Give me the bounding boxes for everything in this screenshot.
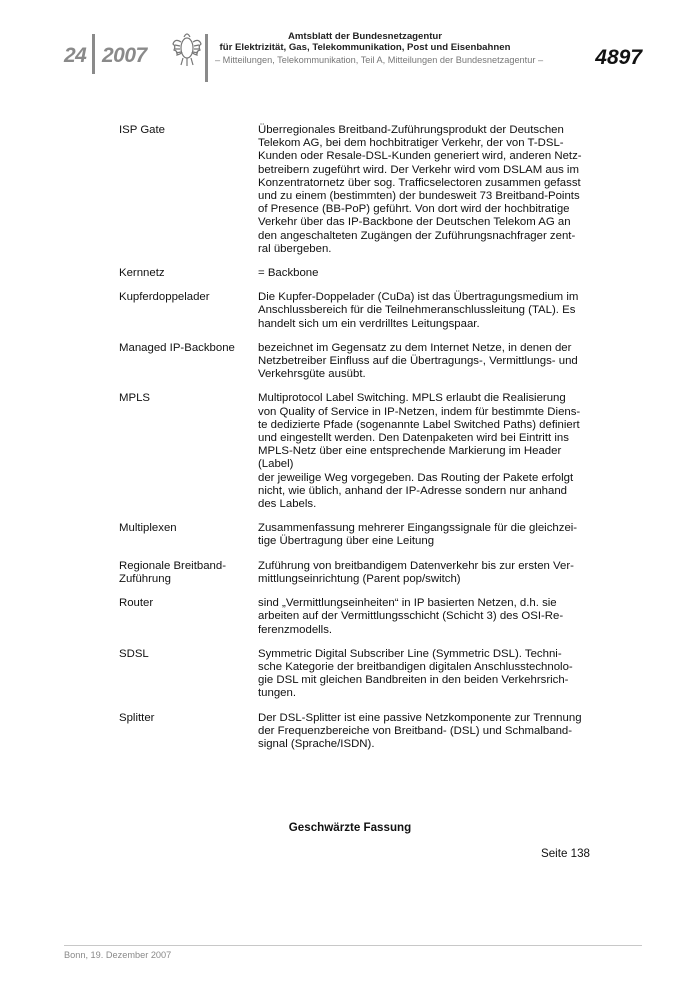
glossary-definition-line: Verkehr über das IP-Backbone der Deutschen Telekom AG an bbox=[258, 216, 571, 229]
glossary-definition-line: ral übergeben. bbox=[258, 242, 332, 255]
glossary-definition-line: den angeschalteten Zugängen der Zuführungsnachfrager zent- bbox=[258, 229, 576, 242]
publication-subtitle: – Mitteilungen, Telekommunikation, Teil A, Mitteilungen der Bundesnetzagentur – bbox=[215, 55, 544, 65]
glossary-entry bbox=[119, 124, 589, 256]
glossary-definition bbox=[258, 392, 589, 511]
glossary-term bbox=[119, 560, 258, 586]
glossary-entry bbox=[119, 597, 589, 637]
glossary-definition-line: Verkehrsgüte ausübt. bbox=[258, 368, 366, 381]
glossary-definition-line: Überregionales Breitband-Zuführungsprodukt der Deutschen bbox=[258, 124, 564, 136]
glossary-definition-line: mittlungseinrichtung (Parent pop/switch) bbox=[258, 572, 461, 585]
glossary-definition-line: arbeiten auf der Vermittlungsschicht (Schicht 3) des OSI-Re- bbox=[258, 610, 564, 623]
glossary-term: Kupferdoppelader bbox=[119, 291, 210, 304]
glossary-definition-line: Die Kupfer-Doppelader (CuDa) ist das Übertragungsmedium im bbox=[258, 291, 579, 304]
footer-divider bbox=[64, 945, 642, 946]
glossary-definition-line: Anschlussbereich für die Teilnehmeranschlussleitung (TAL). Es bbox=[258, 304, 576, 317]
publication-title-line2: für Elektrizität, Gas, Telekommunikation, Post und Eisenbahnen bbox=[219, 42, 511, 53]
glossary-entry bbox=[119, 522, 589, 548]
glossary-definition-line: MPLS-Netz über eine entsprechende Markierung im Header (Label) bbox=[258, 445, 562, 471]
glossary-definition bbox=[258, 522, 589, 548]
glossary-term: Multiplexen bbox=[119, 522, 177, 535]
issue-number: 24 bbox=[64, 44, 87, 67]
glossary-term: MPLS bbox=[119, 392, 151, 405]
header-divider-bar bbox=[92, 34, 95, 74]
glossary-entry bbox=[119, 712, 589, 752]
publication-title-line1: Amtsblatt der Bundesnetzagentur bbox=[287, 31, 443, 42]
glossary-entry bbox=[119, 648, 589, 701]
glossary-definition bbox=[258, 597, 589, 637]
glossary-entry bbox=[119, 291, 589, 331]
glossary-definition-line: und zu einem (bestimmten) der bundesweit 73 Breitband-Points bbox=[258, 190, 580, 203]
glossary-entry bbox=[119, 267, 589, 280]
glossary-definition-line: der Frequenzbereiche von Breitband- (DSL) und Schmalband- bbox=[258, 724, 573, 737]
glossary-definition-line: des Labels. bbox=[258, 498, 317, 511]
glossary-definition-line: Zuführung von breitbandigem Datenverkehr bis zur ersten Ver- bbox=[258, 559, 574, 572]
glossary-definition-line: tungen. bbox=[258, 687, 297, 700]
glossary-definition-line: Kunden oder Resale-DSL-Kunden generiert wird, anderen Netz- bbox=[258, 150, 582, 163]
glossary-definition bbox=[258, 712, 589, 752]
footer-place-date: Bonn, 19. Dezember 2007 bbox=[64, 950, 172, 960]
glossary-definition-line: betreibern zugeführt wird. Der Verkehr wird vom DSLAM aus im bbox=[258, 163, 579, 176]
glossary-definition-line: Konzentratornetz über sog. Trafficselectoren zusammen gefasst bbox=[258, 176, 581, 189]
issue-year: 2007 bbox=[102, 44, 147, 67]
glossary-definition-line: of Presence (BB-PoP) geführt. Von dort wird der hochbitratige bbox=[258, 203, 570, 216]
glossary-term: Splitter bbox=[119, 711, 155, 724]
glossary-definition-line: sche Kategorie der breitbandigen digitalen Anschlusstechnolo- bbox=[258, 660, 573, 673]
page-reference: Seite 138 bbox=[541, 847, 590, 860]
glossary-definition-line: der jeweilige Weg vorgegeben. Das Routing der Pakete erfolgt bbox=[258, 471, 574, 484]
glossary-term: Managed IP-Backbone bbox=[119, 341, 235, 354]
glossary-definition-line: nicht, wie üblich, anhand der IP-Adresse sondern nur anhand bbox=[258, 484, 568, 497]
glossary-definition-line: Zusammenfassung mehrerer Eingangssignale für die gleichzei- bbox=[258, 522, 578, 535]
glossary-definition bbox=[258, 291, 589, 331]
glossary-term: Kernnetz bbox=[119, 267, 165, 280]
glossary-definition-line: Multiprotocol Label Switching. MPLS erlaubt die Realisierung bbox=[258, 392, 566, 405]
glossary-term: SDSL bbox=[119, 647, 149, 660]
glossary-definition-line: sind „Vermittlungseinheiten“ in IP basierten Netzen, d.h. sie bbox=[258, 597, 557, 610]
glossary-definition-line: signal (Sprache/ISDN). bbox=[258, 737, 375, 750]
header-vertical-bar bbox=[205, 34, 208, 82]
glossary-definition-line: Netzbetreiber Einfluss auf die Übertragungs-, Vermittlungs- und bbox=[258, 355, 578, 368]
redaction-stamp: Geschwärzte Fassung bbox=[288, 821, 412, 834]
glossary-definition-line: bezeichnet im Gegensatz zu dem Internet Netze, in denen der bbox=[258, 341, 572, 354]
glossary-definition-line: gie DSL mit gleichen Bandbreiten in den beiden Verkehrsrich- bbox=[258, 674, 569, 687]
glossary-term: Router bbox=[119, 597, 154, 610]
glossary-definition bbox=[258, 560, 589, 586]
glossary-definition-line: handelt sich um ein verdrilltes Leitungspaar. bbox=[258, 317, 480, 330]
glossary-entry bbox=[119, 392, 589, 511]
publication-title bbox=[215, 31, 515, 53]
glossary-definition-line: tige Übertragung über eine Leitung bbox=[258, 535, 435, 548]
glossary-definition-line: und eingestellt werden. Den Datenpaketen wird bei Eintritt ins bbox=[258, 432, 569, 445]
glossary-term: ISP Gate bbox=[119, 124, 166, 136]
glossary-definition-line: ferenzmodells. bbox=[258, 623, 333, 636]
glossary-term-line: Zuführung bbox=[119, 572, 171, 585]
glossary-definition-line: Symmetric Digital Subscriber Line (Symmetric DSL). Techni- bbox=[258, 647, 562, 660]
glossary-entry bbox=[119, 342, 589, 382]
glossary-definition bbox=[258, 124, 589, 256]
glossary-definition bbox=[258, 342, 589, 382]
glossary-definition bbox=[258, 267, 589, 280]
page-number: 4897 bbox=[595, 46, 642, 69]
glossary-definition-line: = Backbone bbox=[258, 267, 319, 280]
glossary-definition bbox=[258, 648, 589, 701]
glossary-definition-line: Telekom AG, bei dem hochbitratiger Verkehr, der von T-DSL- bbox=[258, 137, 564, 150]
glossary-definition-line: te dedizierte Pfade (sogenannte Label Switched Paths) definiert bbox=[258, 418, 580, 431]
glossary-list bbox=[119, 124, 589, 762]
glossary-entry bbox=[119, 560, 589, 586]
federal-eagle-icon bbox=[172, 28, 202, 70]
glossary-definition-line: von Quality of Service in IP-Netzen, indem für bestimmte Diens- bbox=[258, 405, 581, 418]
glossary-definition-line: Der DSL-Splitter ist eine passive Netzkomponente zur Trennung bbox=[258, 711, 582, 724]
glossary-term-line: Regionale Breitband- bbox=[119, 559, 227, 572]
